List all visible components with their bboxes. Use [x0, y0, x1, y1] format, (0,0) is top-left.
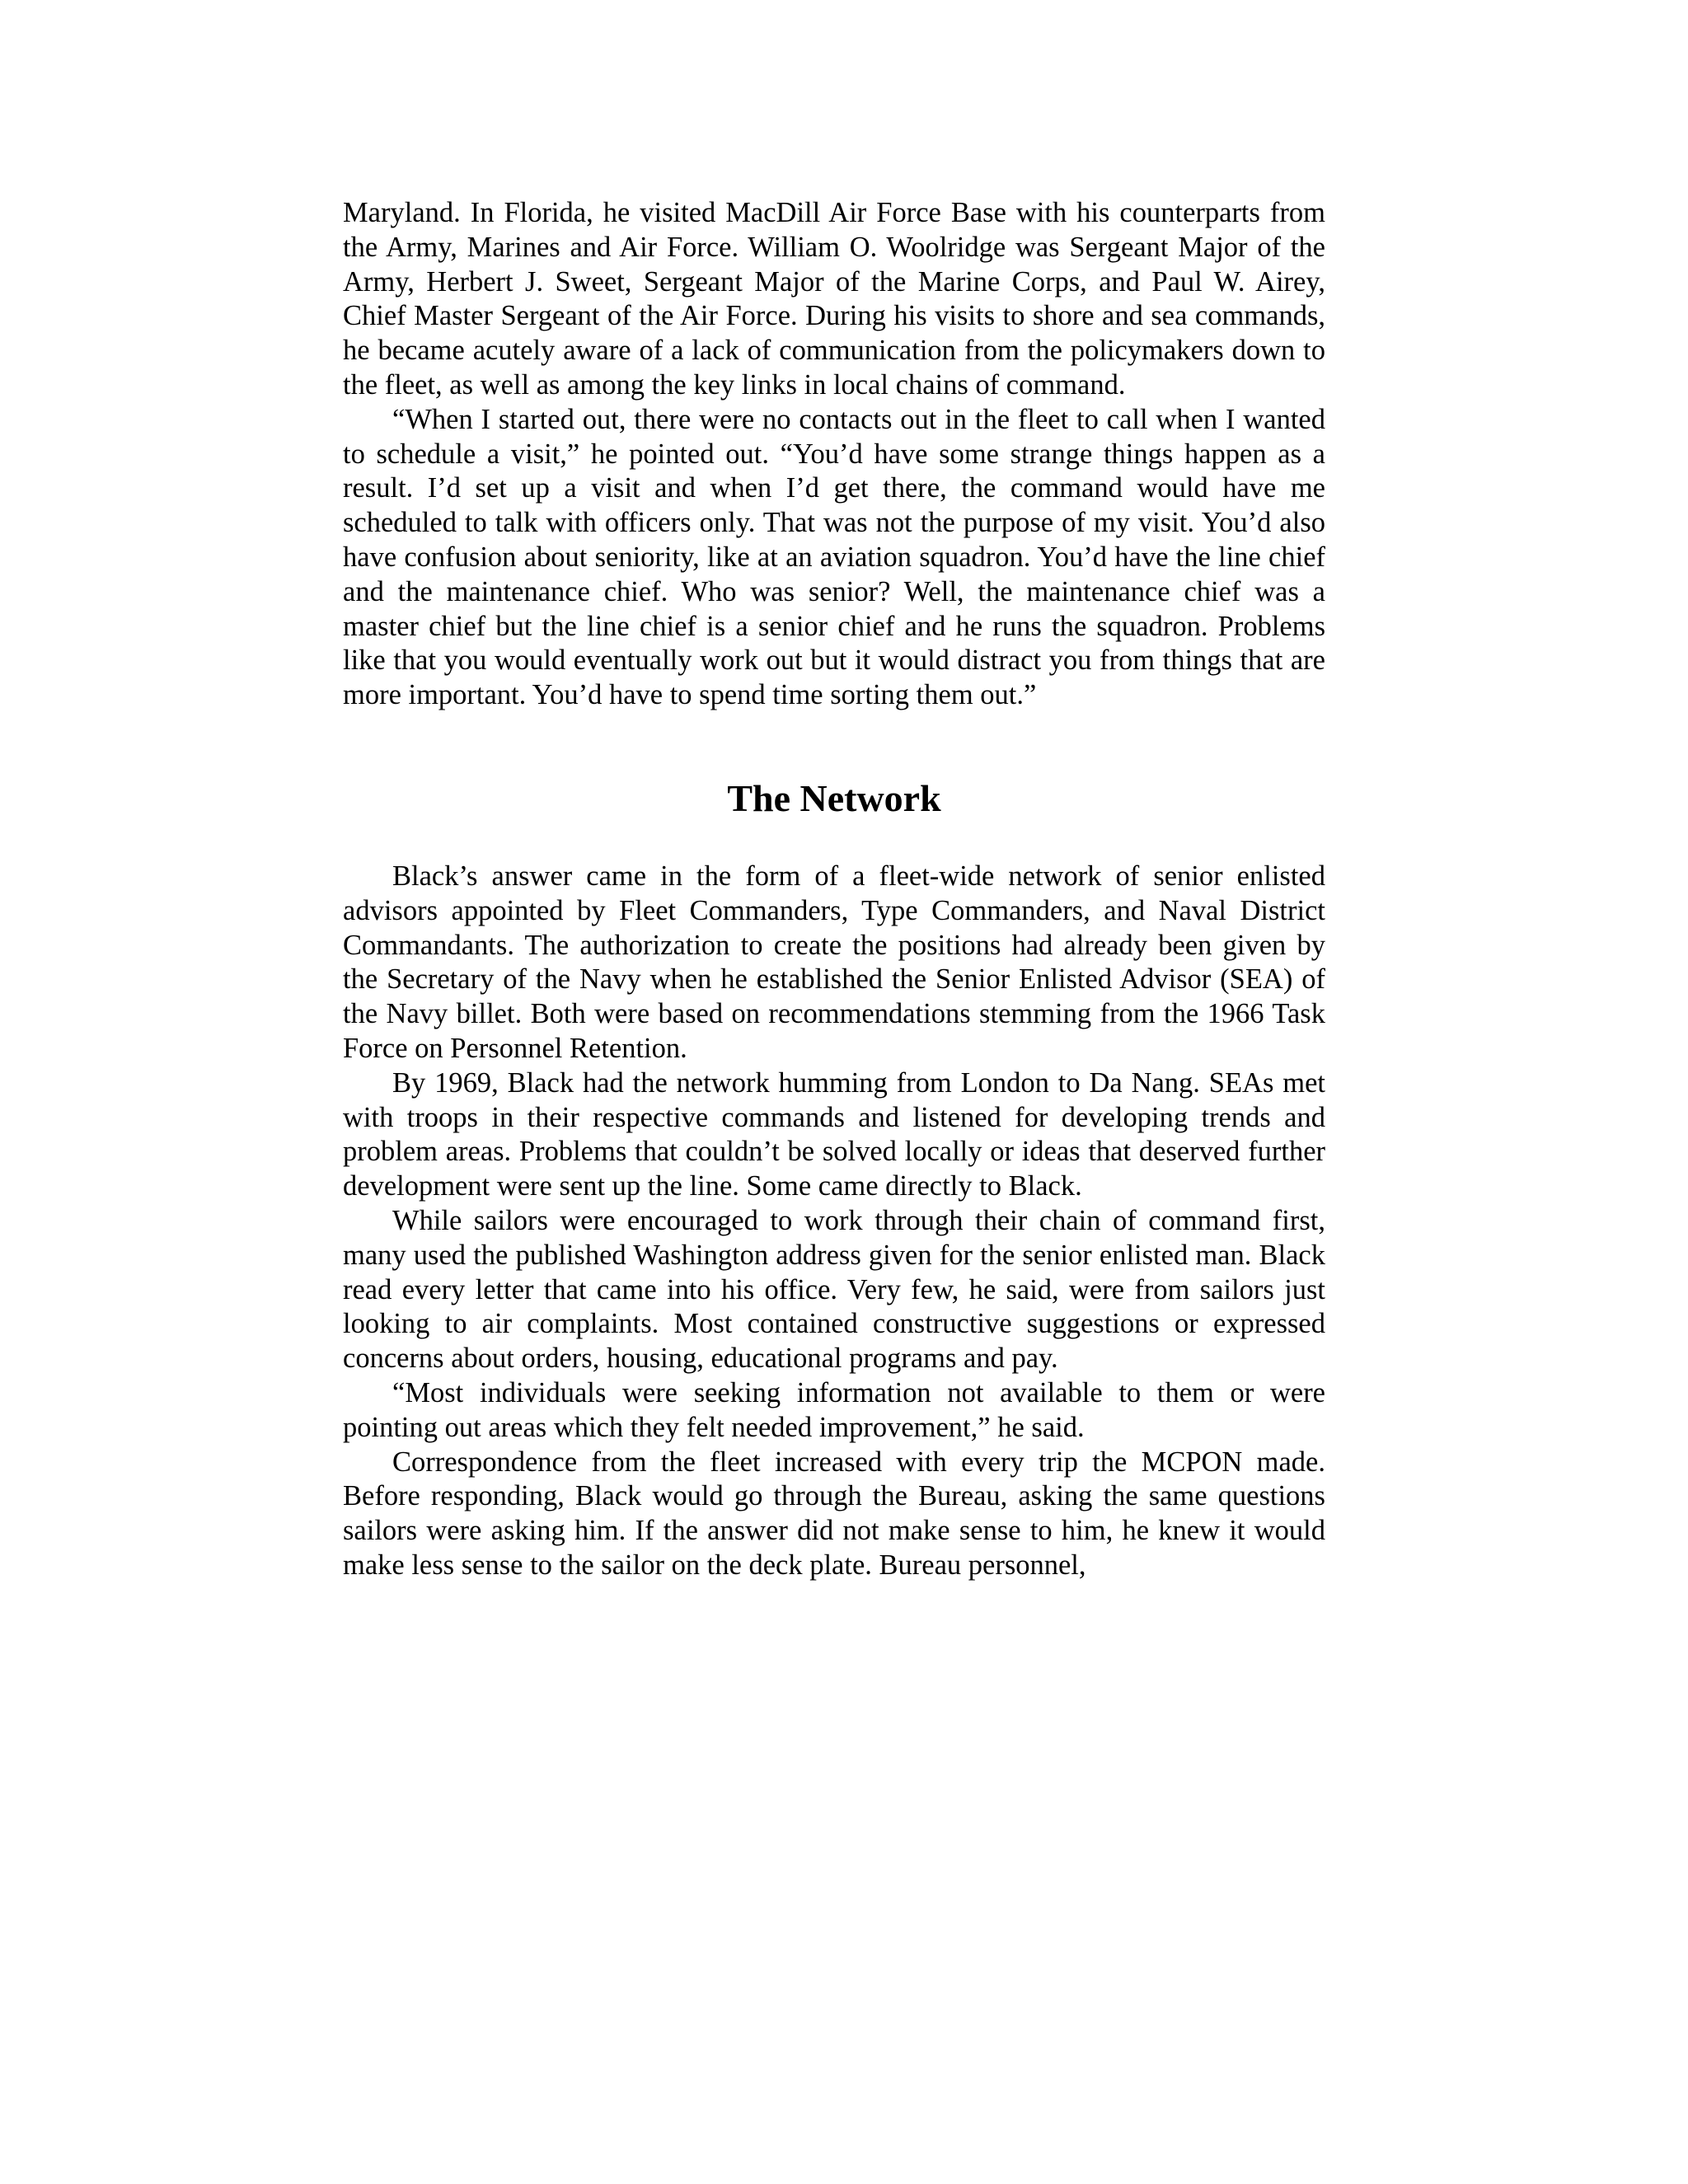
- section-heading: The Network: [727, 776, 941, 819]
- paragraph-letters: While sailors were encouraged to work through their chain of command first, many used the published Washington address given for the senior enlisted man. Black read every letter that came into his office. Very few, he said, were from sailors just looking to air complaints. Most contained constructive suggestions or expressed concerns about orders, housing, educational programs and pay.: [343, 1204, 1325, 1375]
- paragraph-network-1969: By 1969, Black had the network humming from London to Da Nang. SEAs met with troops in their respective commands and listened for developing trends and problem areas. Problems that couldn’t be solved locally or ideas that deserved further development were sent up the line. Some came directly to Black.: [343, 1066, 1325, 1202]
- paragraph-quote-information: “Most individuals were seeking information not available to them or were pointing out areas which they felt needed improvement,” he said.: [343, 1376, 1325, 1443]
- heading-spacer: [343, 822, 1325, 860]
- paragraph-correspondence: Correspondence from the fleet increased with every trip the MCPON made. Before responding, Black would go through the Bureau, asking the same questions sailors were asking him. If the answer did not make sense to him, he knew it would make less sense to the sailor on the deck plate. Bureau personnel,: [343, 1446, 1325, 1581]
- section-spacer: [343, 713, 1325, 776]
- document-page: [343, 196, 1325, 1583]
- paragraph-network-answer: Black’s answer came in the form of a fleet-wide network of senior enlisted advisors appointed by Fleet Commanders, Type Commanders, and Naval District Commandants. The authorization to create the positions had already been given by the Secretary of the Navy when he established the Senior Enlisted Advisor (SEA) of the Navy billet. Both were based on recommendations stemming from the 1966 Task Force on Personnel Retention.: [343, 860, 1325, 1064]
- paragraph-quote-fleet-contacts: “When I started out, there were no contacts out in the fleet to call when I wanted to schedule a visit,” he pointed out. “You’d have some strange things happen as a result. I’d set up a visit and when I’d get there, the command would have me scheduled to talk with officers only. That was not the purpose of my visit. You’d also have confusion about seniority, like at an aviation squadron. You’d have the line chief and the maintenance chief. Who was senior? Well, the maintenance chief was a master chief but the line chief is a senior chief and he runs the squadron. Problems like that you would eventually work out but it would distract you from things that are more important. You’d have to spend time sorting them out.”: [343, 403, 1325, 711]
- paragraph-continuation: Maryland. In Florida, he visited MacDill Air Force Base with his counterparts from the Army, Marines and Air Force. William O. Woolridge was Sergeant Major of the Army, Herbert J. Sweet, Sergeant Major of the Marine Corps, and Paul W. Airey, Chief Master Sergeant of the Air Force. During his visits to shore and sea commands, he became acutely aware of a lack of communication from the policymakers down to the fleet, as well as among the key links in local chains of command.: [343, 197, 1325, 401]
